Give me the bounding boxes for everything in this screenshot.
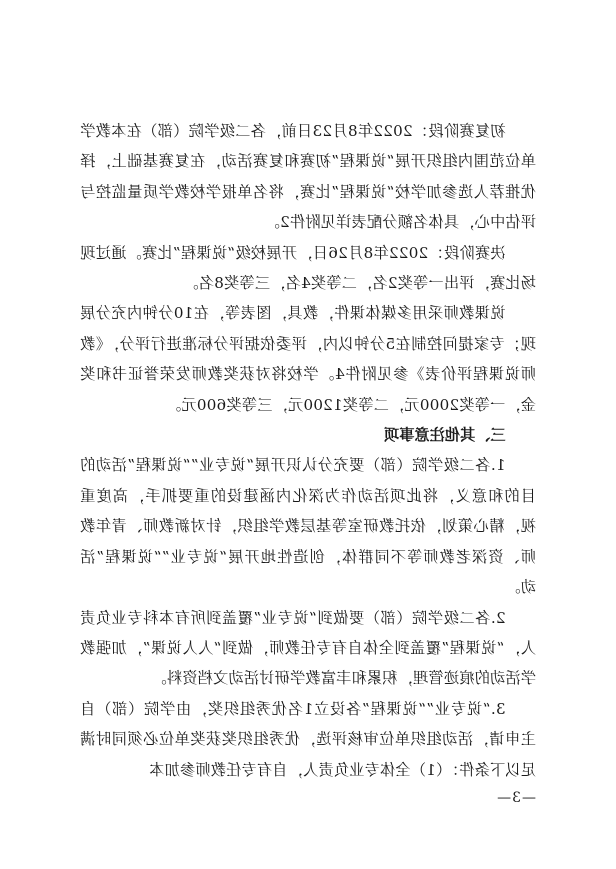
list-item-3: 3.“说专业”“说课程”各设立1名优秀组织奖，由学院（部）自主申请，活动组织单位审核评选，优秀组织奖获奖单位必须同时满足以下条件：（1）全体专业负责人，自有专任教师参加本: [80, 699, 536, 779]
list-item-2: 2.各二级学院（部）要做到“说专业”覆盖到所有本科专业负责人，“说课程”覆盖到全体自有专任教师，做到“人人说课”，加强教学活动的痕迹管理，积累和丰富教学研讨活动文档资料。: [80, 608, 536, 688]
paragraph-final-stage: 决赛阶段：2022年8月26日，开展校级“说课程”比赛。通过现场比赛，评出一等奖2名，二等奖4名，三等奖8名。: [80, 243, 536, 293]
document-body: [80, 116, 536, 785]
section-title: 三、其他注意事项: [384, 426, 506, 445]
page-number: —3—: [496, 790, 536, 806]
paragraph-presentation-rules: 说课教师采用多媒体课件，教具，图表等，在10分钟内充分展现；专家提问控制在5分钟以内，评委依据评分标准进行评分，《教师说课程评价表》参见附件4。学校将对获奖教师发荣誉证书和奖金，一等奖2000元，二等奖1200元，三等奖600元。: [80, 304, 536, 414]
paragraph-preliminary-stage: 初复赛阶段：2022年8月23日前，各二级学院（部）在本教学单位范围内组织开展“说课程”初赛和复赛活动，在复赛基础上，择优推荐人选参加学校“说课程”比赛，将名单报学校教学质量监控与评估中心，具体名额分配表详见附件2。: [80, 122, 536, 232]
list-item-1: 1.各二级学院（部）要充分认识开展“说专业”“说课程”活动的目的和意义，将此项活动作为深化内涵建设的重要抓手，高度重视，精心策划，依托教研室等基层教学组织，针对新教师、青年教师、资深老教师等不同群体，创造性地开展“说专业”“说课程”活动。: [80, 456, 536, 597]
